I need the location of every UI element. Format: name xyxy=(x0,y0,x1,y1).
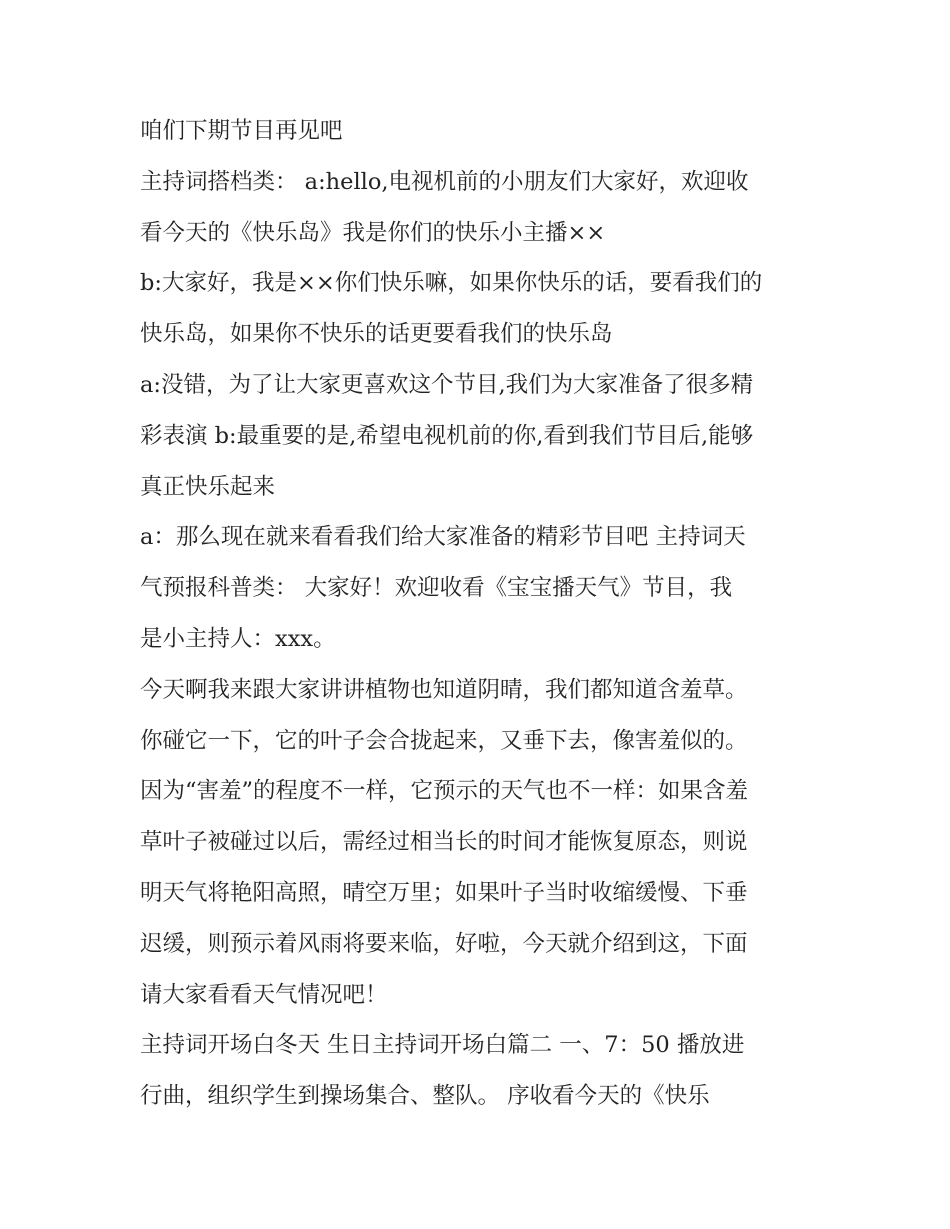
text-line: 迟缓，则预示着风雨将要来临，好啦，今天就介绍到这，下面 xyxy=(140,930,748,957)
text-line: 咱们下期节目再见吧 xyxy=(140,118,343,144)
text-line: a：那么现在就来看看我们给大家准备的精彩节目吧 主持词天 xyxy=(140,524,746,551)
text-line: 快乐岛，如果你不快乐的话更要看我们的快乐岛 xyxy=(140,321,613,348)
text-line: 因为“害羞”的程度不一样，它预示的天气也不一样：如果含羞 xyxy=(140,778,749,805)
text-line: 请大家看看天气情况吧！ xyxy=(140,981,388,1008)
text-line: 你碰它一下，它的叶子会合拢起来，又垂下去，像害羞似的。 xyxy=(140,727,748,754)
text-line: 草叶子被碰过以后，需经过相当长的时间才能恢复原态，则说 xyxy=(140,829,748,856)
text-line: 主持词开场白冬天 生日主持词开场白篇二 一、7：50 播放进 xyxy=(140,1032,745,1059)
text-line: 是小主持人：xxx。 xyxy=(140,625,336,652)
text-line: 看今天的《快乐岛》我是你们的快乐小主播×× xyxy=(140,219,606,246)
text-line: 主持词搭档类： a:hello,电视机前的小朋友们大家好，欢迎收 xyxy=(140,168,749,195)
text-line: a:没错，为了让大家更喜欢这个节目,我们为大家准备了很多精 xyxy=(140,371,754,398)
text-line: 真正快乐起来 xyxy=(140,473,276,500)
text-line: 气预报科普类： 大家好！欢迎收看《宝宝播天气》节目，我 xyxy=(140,575,733,602)
document-body xyxy=(140,106,820,1122)
text-line: 行曲，组织学生到操场集合、整队。 序收看今天的《快乐 xyxy=(140,1083,710,1110)
text-line: 明天气将艳阳高照，晴空万里；如果叶子当时收缩缓慢、下垂 xyxy=(140,879,748,906)
text-line: 今天啊我来跟大家讲讲植物也知道阴晴，我们都知道含羞草。 xyxy=(140,676,748,703)
text-line: 彩表演 b:最重要的是,希望电视机前的你,看到我们节目后,能够 xyxy=(140,422,754,449)
text-line: b:大家好，我是××你们快乐嘛，如果你快乐的话，要看我们的 xyxy=(140,270,763,297)
